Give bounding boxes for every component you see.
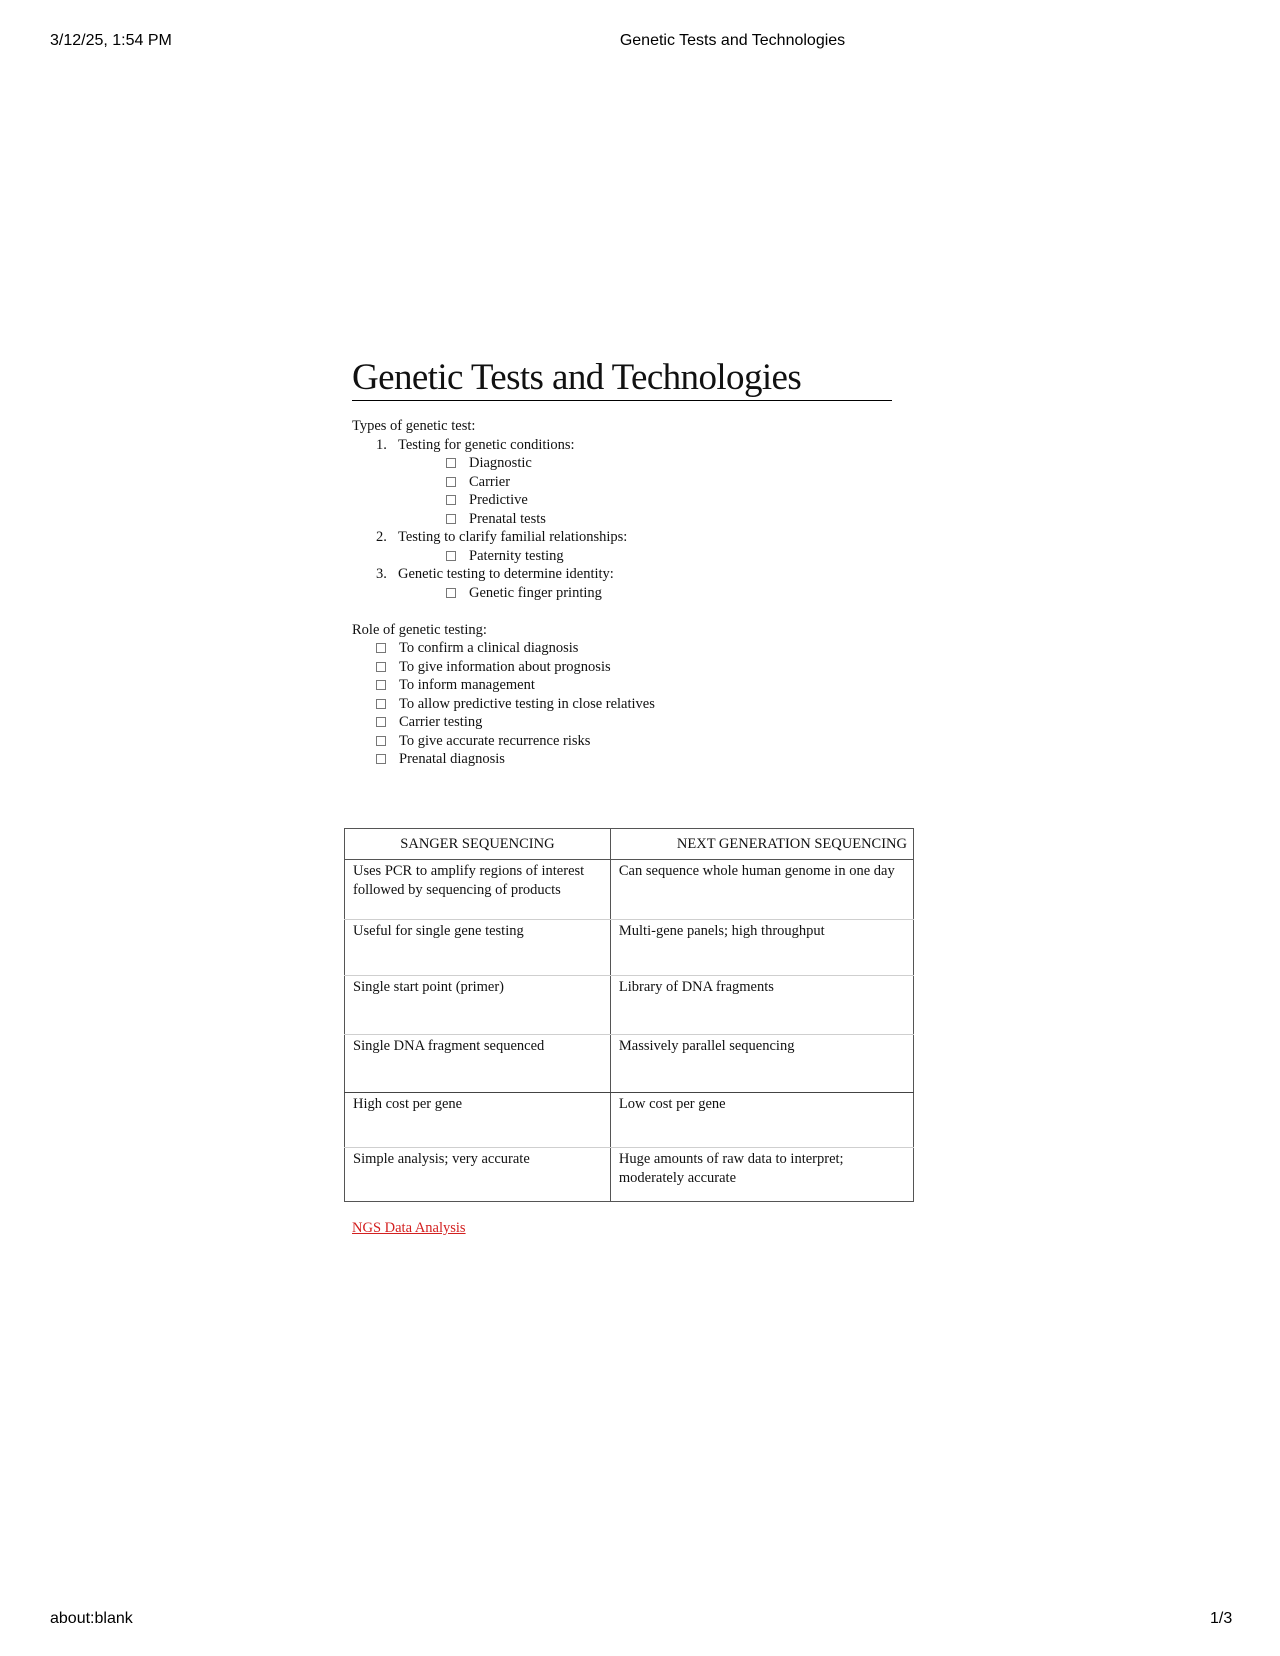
list-item xyxy=(376,639,952,658)
column-header-ngs: NEXT GENERATION SEQUENCING xyxy=(610,829,913,860)
table-cell: Low cost per gene xyxy=(610,1093,913,1148)
list-item-label: Predictive xyxy=(469,492,528,508)
table-row xyxy=(345,1035,914,1093)
print-header-title: Genetic Tests and Technologies xyxy=(619,32,846,49)
table-cell: Can sequence whole human genome in one day xyxy=(610,860,913,920)
type-item-3 xyxy=(376,565,952,584)
page-title xyxy=(352,356,892,401)
print-page-number: 1/3 xyxy=(1210,1610,1233,1627)
list-item xyxy=(376,695,952,714)
list-item-label: Genetic finger printing xyxy=(469,584,602,601)
sequencing-comparison-table xyxy=(344,828,914,1202)
list-item xyxy=(376,732,952,751)
types-list xyxy=(352,436,952,603)
checkbox-bullet-icon xyxy=(376,699,386,709)
type-number: 3. xyxy=(376,566,387,582)
type-label: Testing for genetic conditions: xyxy=(398,436,575,453)
list-item-label: To give information about prognosis xyxy=(399,658,611,675)
list-item xyxy=(376,713,952,732)
table-cell: Huge amounts of raw data to interpret; moderately accurate xyxy=(610,1148,913,1202)
list-item xyxy=(446,584,952,603)
type-item-1 xyxy=(376,436,952,455)
checkbox-bullet-icon xyxy=(446,458,456,468)
type-number: 2. xyxy=(376,529,387,545)
type-label: Testing to clarify familial relationships: xyxy=(398,529,628,545)
list-item-label: Carrier testing xyxy=(399,714,483,730)
type-item-2 xyxy=(376,528,952,547)
list-item xyxy=(376,676,952,695)
column-header-sanger: SANGER SEQUENCING xyxy=(345,829,611,860)
list-item xyxy=(446,473,952,492)
type-number: 1. xyxy=(376,436,387,453)
checkbox-bullet-icon xyxy=(446,477,456,487)
table-row xyxy=(345,976,914,1035)
table-cell: Simple analysis; very accurate xyxy=(345,1148,611,1202)
table-cell: Single start point (primer) xyxy=(345,976,611,1035)
list-item-label: Prenatal diagnosis xyxy=(399,751,505,767)
list-item-label: Diagnostic xyxy=(469,455,532,471)
ngs-data-analysis-link[interactable]: NGS Data Analysis xyxy=(352,1220,466,1236)
list-item xyxy=(446,547,952,566)
print-url: about:blank xyxy=(50,1610,133,1627)
checkbox-bullet-icon xyxy=(376,717,386,727)
checkbox-bullet-icon xyxy=(446,495,456,505)
list-item xyxy=(376,658,952,677)
list-item-label: Carrier xyxy=(469,473,511,490)
table-cell: Library of DNA fragments xyxy=(610,976,913,1035)
type-1-sublist xyxy=(376,454,952,528)
role-heading: Role of genetic testing: xyxy=(352,621,487,638)
table-header-row xyxy=(345,829,914,860)
document-body xyxy=(352,356,952,769)
type-label: Genetic testing to determine identity: xyxy=(398,566,614,582)
table-cell: Uses PCR to amplify regions of interest followed by sequencing of products xyxy=(345,860,611,920)
checkbox-bullet-icon xyxy=(446,551,456,561)
list-item-label: Prenatal tests xyxy=(469,510,546,527)
checkbox-bullet-icon xyxy=(446,588,456,598)
table-row xyxy=(345,1093,914,1148)
list-item xyxy=(446,510,952,529)
table-row xyxy=(345,920,914,976)
table-cell: Massively parallel sequencing xyxy=(610,1035,913,1093)
list-item xyxy=(446,454,952,473)
table-row xyxy=(345,860,914,920)
list-item-label: Paternity testing xyxy=(469,547,564,564)
list-item-label: To allow predictive testing in close relatives xyxy=(399,695,655,712)
checkbox-bullet-icon xyxy=(376,643,386,653)
checkbox-bullet-icon xyxy=(446,514,456,524)
list-item xyxy=(376,750,952,769)
type-3-sublist xyxy=(376,584,952,603)
table-cell: Single DNA fragment sequenced xyxy=(345,1035,611,1093)
table-cell: High cost per gene xyxy=(345,1093,611,1148)
list-item-label: To give accurate recurrence risks xyxy=(399,732,591,749)
checkbox-bullet-icon xyxy=(376,754,386,764)
table-cell: Multi-gene panels; high throughput xyxy=(610,920,913,976)
table-cell: Useful for single gene testing xyxy=(345,920,611,976)
table-row xyxy=(345,1148,914,1202)
page-title-text: Genetic Tests and Technologies xyxy=(352,357,802,398)
type-2-sublist xyxy=(376,547,952,566)
checkbox-bullet-icon xyxy=(376,662,386,672)
list-item-label: To inform management xyxy=(399,677,535,693)
list-item xyxy=(446,491,952,510)
print-datetime: 3/12/25, 1:54 PM xyxy=(50,32,172,49)
role-list xyxy=(352,639,952,769)
types-heading: Types of genetic test: xyxy=(352,418,476,434)
checkbox-bullet-icon xyxy=(376,680,386,690)
checkbox-bullet-icon xyxy=(376,736,386,746)
list-item-label: To confirm a clinical diagnosis xyxy=(399,640,579,656)
